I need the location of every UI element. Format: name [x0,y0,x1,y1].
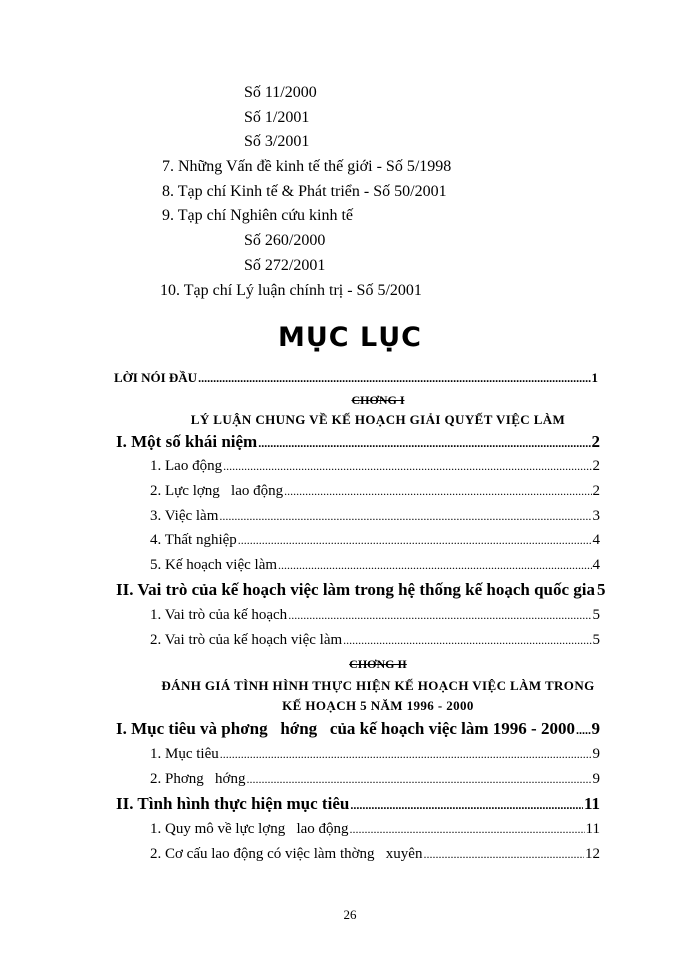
toc-entry-text: 2. Lực lợng lao động [150,483,284,499]
toc-item[interactable] [150,844,600,864]
toc-item[interactable] [150,744,600,764]
toc-leader-dots [238,530,592,550]
reference-line: 7. Những Vấn đề kinh tế thế giới - Số 5/1998 [162,158,452,175]
toc-page-number: 5 [592,607,600,623]
toc-page-number: 11 [585,821,600,837]
toc-section[interactable] [116,580,606,601]
toc-entry-text: 3. Việc làm [150,508,219,524]
toc-entry-text: 1. Mục tiêu [150,746,219,762]
toc-entry-text: 2. Vai trò của kế hoạch việc làm [150,632,343,648]
toc-leader-dots [219,506,591,526]
reference-line: Số 1/2001 [244,109,310,126]
toc-page-number: 3 [592,508,600,524]
reference-line: Số 272/2001 [244,257,326,274]
toc-page-number: 2 [592,483,600,499]
toc-leader-dots [576,720,591,740]
chapter-1-title: LÝ LUẬN CHUNG VỀ KẾ HOẠCH GIẢI QUYẾT VIỆC LÀM [190,412,566,427]
toc-leader-dots [423,844,584,864]
chapter-2-label: CHƠNG II [349,657,407,671]
toc-page-number: 1 [591,370,598,385]
toc-entry-intro[interactable] [114,368,598,388]
toc-item[interactable] [150,506,600,526]
reference-line: 8. Tạp chí Kinh tế & Phát triển - Số 50/2001 [162,183,447,200]
reference-line: 10. Tạp chí Lý luận chính trị - Số 5/2001 [160,282,422,299]
toc-entry-text: I. Mục tiêu và phơng hớng của kế hoạch việc làm 1996 - 2000 [116,719,575,738]
toc-page-number: 4 [592,557,600,573]
reference-line: 9. Tạp chí Nghiên cứu kinh tế [162,207,353,224]
toc-entry-text: 2. Cơ cấu lao động có việc làm thờng xuyên [150,846,423,862]
chapter-2-title-line-1: ĐÁNH GIÁ TÌNH HÌNH THỰC HIỆN KẾ HOẠCH VIỆC LÀM TRONG [161,678,595,693]
toc-section[interactable] [116,794,600,815]
toc-entry-text: 1. Quy mô về lực lợng lao động [150,821,349,837]
toc-item[interactable] [150,769,600,789]
toc-leader-dots [284,481,591,501]
chapter-2-title-line-2: KẾ HOẠCH 5 NĂM 1996 - 2000 [282,698,474,713]
reference-line: Số 11/2000 [244,84,317,101]
toc-entry-text: LỜI NÓI ĐẦU [114,370,198,385]
page-number: 26 [343,907,357,922]
toc-page-number: 4 [592,532,600,548]
toc-entry-text: II. Vai trò của kế hoạch việc làm trong hệ thống kế hoạch quốc gia [116,580,596,599]
toc-leader-dots [258,433,590,453]
toc-page-number: 11 [583,794,600,813]
toc-leader-dots [278,555,591,575]
toc-page-number: 5 [592,632,600,648]
toc-leader-dots [288,605,591,625]
toc-section[interactable] [116,719,600,740]
toc-entry-text: II. Tình hình thực hiện mục tiêu [116,794,350,813]
reference-line: Số 3/2001 [244,133,310,150]
toc-leader-dots [343,630,591,650]
toc-item[interactable] [150,630,600,650]
toc-section[interactable] [116,432,600,453]
toc-entry-text: 1. Vai trò của kế hoạch [150,607,288,623]
toc-page-number: 9 [592,771,600,787]
toc-leader-dots [220,744,592,764]
toc-page-number: 2 [592,458,600,474]
toc-item[interactable] [150,605,600,625]
toc-leader-dots [246,769,591,789]
toc-leader-dots [198,368,590,388]
toc-leader-dots [223,456,591,476]
toc-entry-text: 2. Phơng hớng [150,771,246,787]
toc-leader-dots [350,819,585,839]
toc-page-number: 12 [585,846,600,862]
toc-entry-text: 5. Kế hoạch việc làm [150,557,278,573]
toc-leader-dots [350,795,583,815]
toc-page-number: 5 [597,580,606,599]
toc-entry-text: 4. Thất nghiệp [150,532,237,548]
toc-item[interactable] [150,456,600,476]
toc-item[interactable] [150,530,600,550]
toc-page-number: 9 [591,719,600,738]
toc-entry-text: I. Một số khái niệm [116,432,258,451]
toc-title: MỤC LỤC [278,322,422,353]
toc-page-number: 2 [591,432,600,451]
toc-page-number: 9 [592,746,600,762]
toc-item[interactable] [150,481,600,501]
chapter-1-label: CHƠNG I [351,393,405,407]
reference-line: Số 260/2000 [244,232,326,249]
toc-entry-text: 1. Lao động [150,458,223,474]
toc-item[interactable] [150,819,600,839]
toc-item[interactable] [150,555,600,575]
